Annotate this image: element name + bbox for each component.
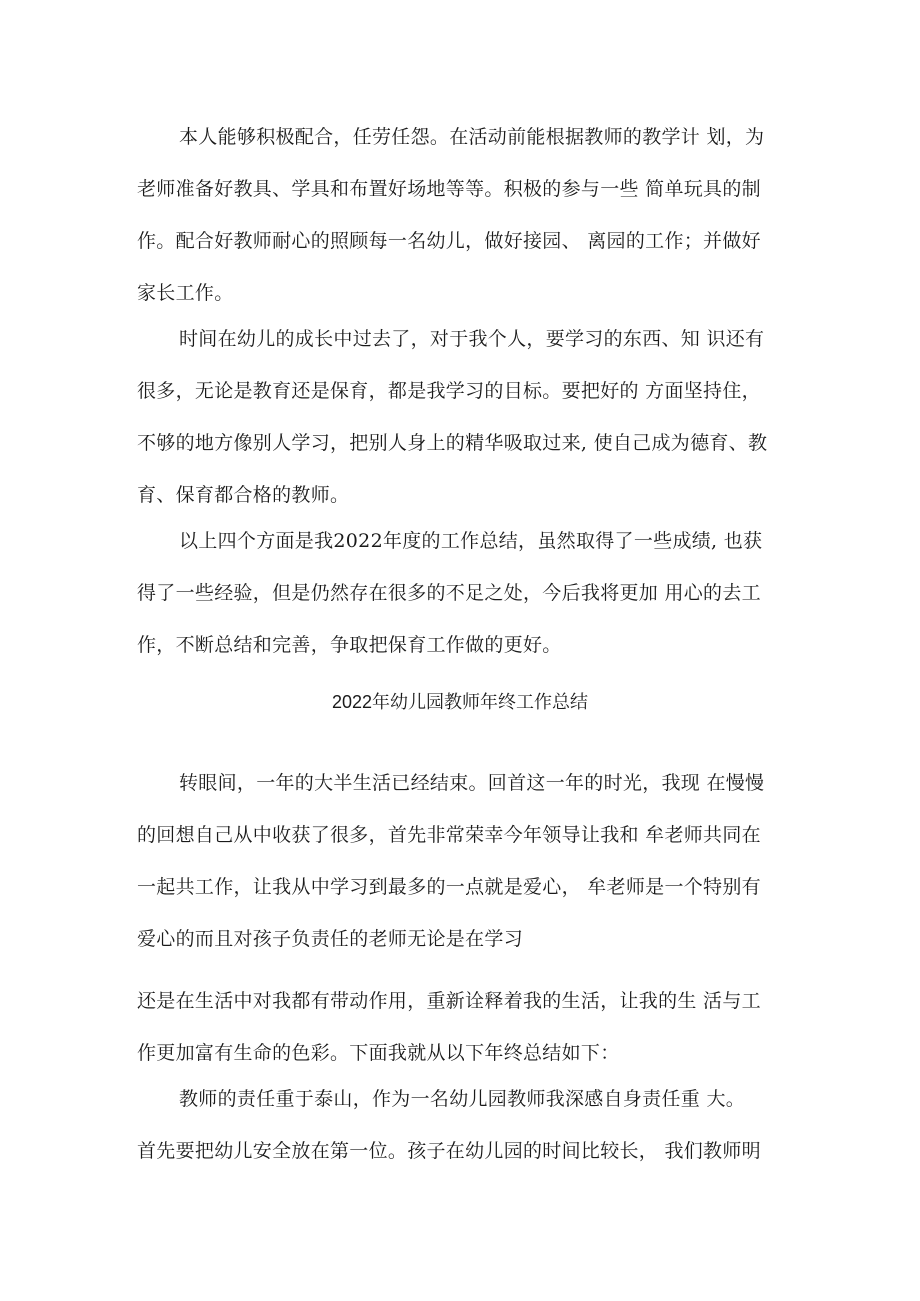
text-line: 转眼间，一年的大半生活已经结束。回首这一年的时光，我现 在慢慢	[179, 772, 765, 794]
paragraph-learning	[137, 313, 793, 521]
text-line: 还是在生活中对我都有带动作用，重新诠释着我的生活，让我的生 活与工	[137, 990, 761, 1012]
text-line: 作更加富有生命的色彩。下面我就从以下年终总结如下：	[137, 1042, 620, 1064]
text-line: 老师准备好教具、学具和布置好场地等等。积极的参与一些 简单玩具的制	[137, 178, 761, 200]
paragraph-intro	[137, 757, 793, 965]
text-line: 时间在幼儿的成长中过去了，对于我个人，要学习的东西、知 识还有	[179, 328, 765, 350]
text-line: 的回想自己从中收获了很多，首先非常荣幸今年领导让我和 牟老师共同在	[137, 824, 761, 846]
text-line: 首先要把幼儿安全放在第一位。孩子在幼儿园的时间比较长， 我们教师明	[137, 1140, 761, 1162]
paragraph-summary	[137, 515, 793, 671]
text-line: 家长工作。	[137, 282, 234, 304]
text-line: 育、保育都合格的教师。	[137, 484, 350, 506]
paragraph-responsibility	[137, 1073, 793, 1177]
paragraph-continuation	[137, 975, 793, 1079]
text-line: 教师的责任重于泰山，作为一名幼儿园教师我深感自身责任重 大。	[179, 1088, 746, 1110]
text-line: 作，不断总结和完善，争取把保育工作做的更好。	[137, 634, 562, 656]
text-line: 不够的地方像别人学习，把别人身上的精华吸取过来, 使自己成为德育、教	[137, 432, 768, 454]
text-line: 得了一些经验，但是仍然存在很多的不足之处，今后我将更加 用心的去工	[137, 582, 761, 604]
text-line: 一起共工作，让我从中学习到最多的一点就是爱心， 牟老师是一个特别有	[137, 876, 761, 898]
text-line: 作。配合好教师耐心的照顾每一名幼儿，做好接园、 离园的工作；并做好	[137, 230, 761, 252]
text-line: 本人能够积极配合，任劳任怨。在活动前能根据教师的教学计 划，为	[179, 126, 765, 148]
text-line: 以上四个方面是我2022年度的工作总结，虽然取得了一些成绩, 也获	[179, 530, 763, 552]
section-title: 2022年幼儿园教师年终工作总结	[331, 692, 589, 712]
paragraph-cooperation	[137, 111, 793, 319]
text-line: 很多，无论是教育还是保育，都是我学习的目标。要把好的 方面坚持住，	[137, 380, 761, 402]
text-line: 爱心的而且对孩子负责任的老师无论是在学习	[137, 928, 524, 950]
